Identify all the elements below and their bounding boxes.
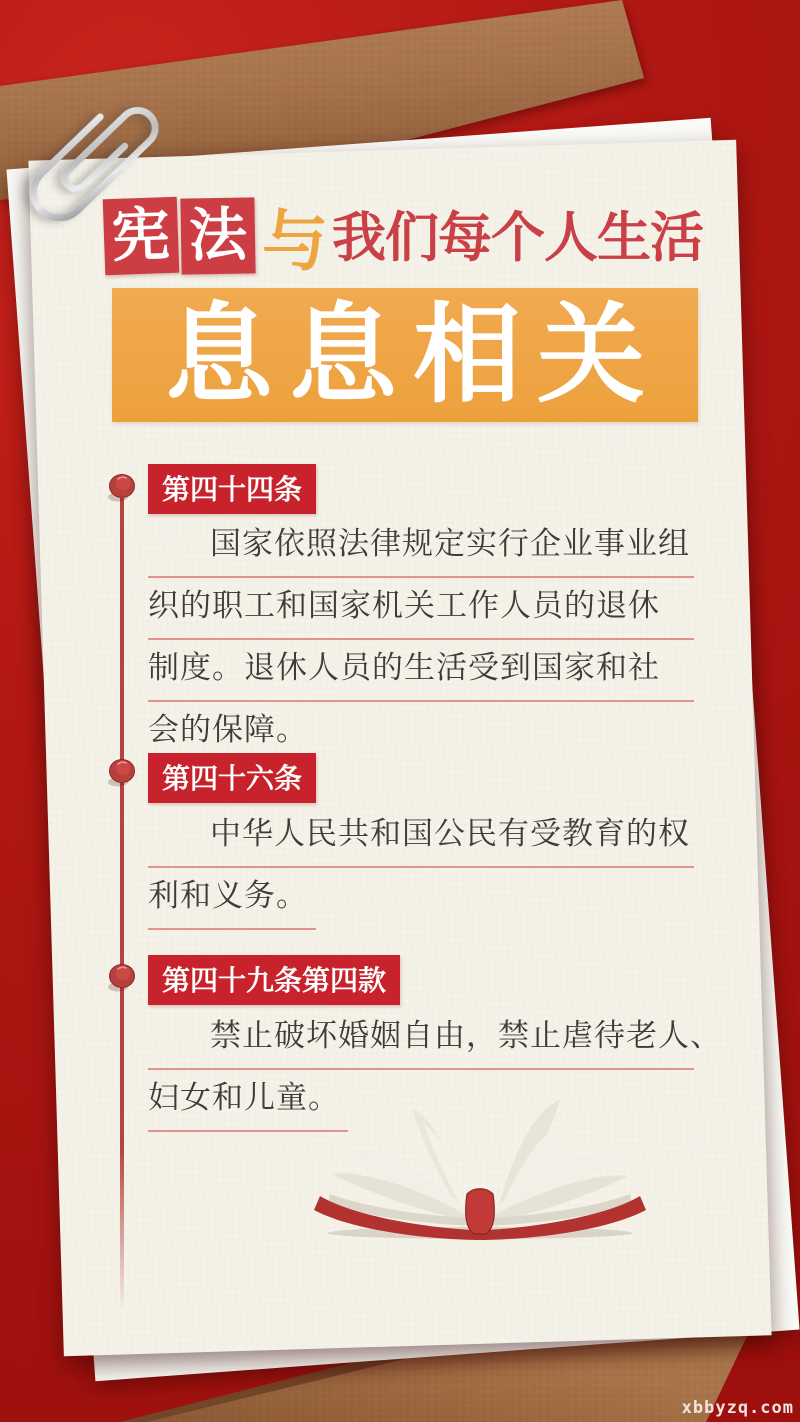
pushpin-icon [107, 962, 137, 994]
pushpin-icon [107, 472, 137, 504]
headline-banner-text: 息息相关 [164, 294, 661, 415]
article-badge: 第四十九条第四款 [148, 955, 400, 1005]
headline-block-char: 宪 [103, 197, 180, 276]
article-line: 禁止破坏婚姻自由，禁止虐待老人、 [148, 1008, 694, 1070]
article-body [148, 516, 694, 764]
timeline-line [120, 498, 124, 1310]
article-line: 中华人民共和国公民有受教育的权 [148, 806, 694, 868]
article-line: 制度。退休人员的生活受到国家和社 [148, 640, 694, 702]
headline-row [104, 198, 703, 276]
article-badge: 第四十四条 [148, 464, 316, 514]
open-book-illustration [300, 1092, 660, 1244]
article-line: 利和义务。 [148, 868, 316, 930]
headline-text: 我们每个人生活 [332, 208, 703, 268]
article-line: 国家依照法律规定实行企业事业组 [148, 516, 694, 578]
headline-banner [112, 288, 698, 422]
article-line: 织的职工和国家机关工作人员的退休 [148, 578, 694, 640]
article-badge: 第四十六条 [148, 753, 316, 803]
watermark: xbbyzq.com [681, 1398, 794, 1418]
article-line: 妇女和儿童。 [148, 1070, 348, 1132]
pushpin-icon [107, 757, 137, 789]
article-line: 会的保障。 [148, 702, 316, 764]
article-body [148, 806, 694, 930]
headline-connector: 与 [262, 204, 328, 278]
headline-block-char: 法 [180, 197, 255, 274]
